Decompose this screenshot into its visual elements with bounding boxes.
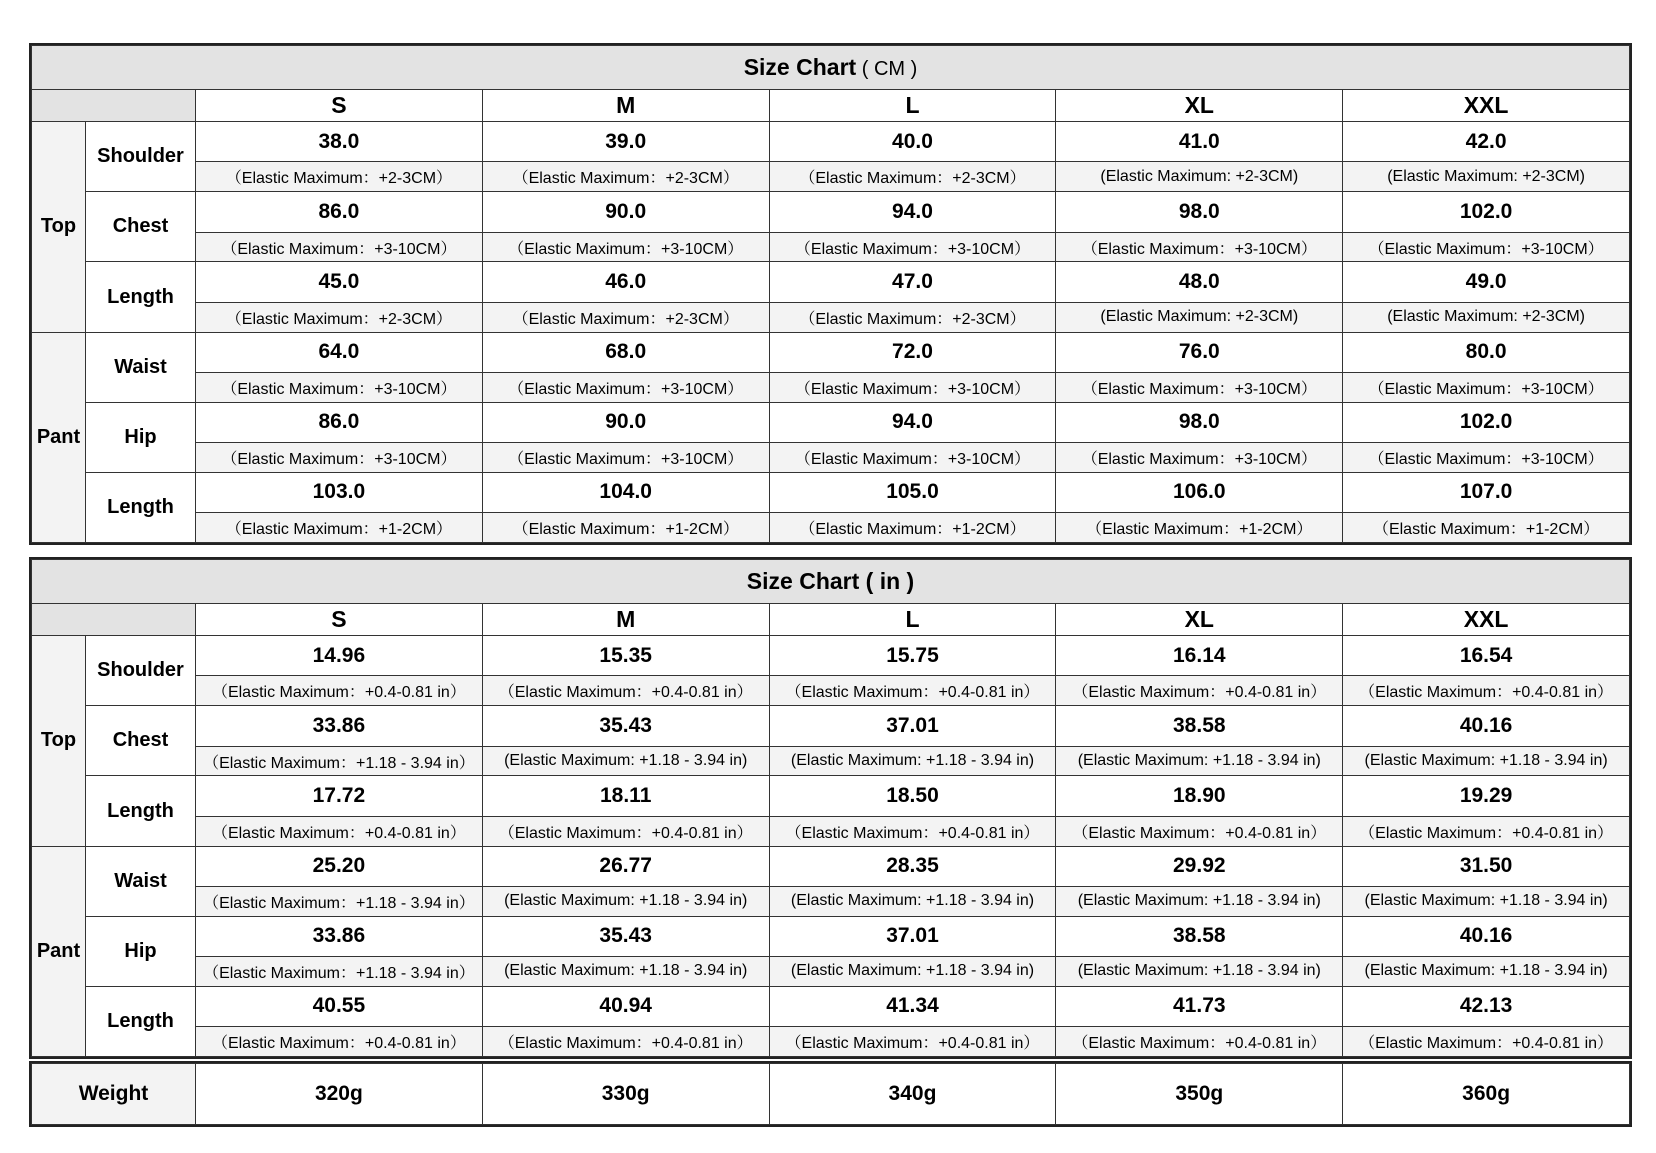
elastic-note: （Elastic Maximum：+0.4-0.81 in） [482,816,769,846]
title-row [32,560,1630,604]
elastic-note: （Elastic Maximum：+1-2CM） [196,512,483,542]
elastic-note: （Elastic Maximum：+0.4-0.81 in） [769,1026,1056,1056]
measurement-value: 80.0 [1343,332,1630,372]
measurement-value: 41.0 [1056,122,1343,162]
weight-table [31,1063,1630,1125]
measurement-value: 41.34 [769,986,1056,1026]
elastic-note: （Elastic Maximum：+3-10CM） [769,372,1056,402]
measurement-value: 19.29 [1343,776,1630,816]
elastic-note: （Elastic Maximum：+3-10CM） [1056,372,1343,402]
measurement-value: 42.13 [1343,986,1630,1026]
elastic-note: （Elastic Maximum：+0.4-0.81 in） [1056,1026,1343,1056]
size-header-row [32,604,1630,636]
weight-value: 330g [482,1064,769,1125]
weight-value: 360g [1343,1064,1630,1125]
elastic-note: （Elastic Maximum：+3-10CM） [482,232,769,262]
chart-title [32,560,1630,604]
elastic-note: （Elastic Maximum：+3-10CM） [196,442,483,472]
elastic-note-row [32,512,1630,542]
elastic-note: （Elastic Maximum：+3-10CM） [1343,372,1630,402]
elastic-note: （Elastic Maximum：+0.4-0.81 in） [769,676,1056,706]
measurement-label: Waist [86,332,196,402]
elastic-note: （Elastic Maximum：+0.4-0.81 in） [1343,676,1630,706]
elastic-note: （Elastic Maximum：+0.4-0.81 in） [196,1026,483,1056]
group-label: Top [32,636,86,846]
size-header: M [482,604,769,636]
measurement-value: 102.0 [1343,192,1630,232]
measurement-label: Length [86,472,196,542]
size-table-in [31,559,1630,1057]
elastic-note: （Elastic Maximum：+2-3CM） [196,162,483,192]
elastic-note: (Elastic Maximum: +1.18 - 3.94 in) [769,956,1056,986]
size-header-row [32,90,1630,122]
size-chart-cm [29,43,1632,545]
elastic-note: (Elastic Maximum: +1.18 - 3.94 in) [1056,956,1343,986]
measurement-value-row [32,986,1630,1026]
elastic-note: (Elastic Maximum: +1.18 - 3.94 in) [1056,746,1343,776]
measurement-label: Length [86,776,196,846]
elastic-note: (Elastic Maximum: +1.18 - 3.94 in) [482,746,769,776]
measurement-value: 33.86 [196,916,483,956]
measurement-value: 31.50 [1343,846,1630,886]
elastic-note: (Elastic Maximum: +2-3CM) [1056,302,1343,332]
measurement-value: 106.0 [1056,472,1343,512]
measurement-value: 18.50 [769,776,1056,816]
elastic-note: （Elastic Maximum：+1-2CM） [482,512,769,542]
measurement-value: 45.0 [196,262,483,302]
elastic-note-row [32,746,1630,776]
measurement-value-row [32,262,1630,302]
chart-title-main: Size Chart ( in ) [746,568,915,595]
elastic-note-row [32,372,1630,402]
measurement-value: 76.0 [1056,332,1343,372]
measurement-value: 42.0 [1343,122,1630,162]
measurement-value: 48.0 [1056,262,1343,302]
corner-cell [32,90,196,122]
measurement-value: 18.90 [1056,776,1343,816]
group-label: Pant [32,846,86,1056]
elastic-note: （Elastic Maximum：+2-3CM） [769,302,1056,332]
size-chart-in [29,557,1632,1059]
elastic-note: （Elastic Maximum：+3-10CM） [196,232,483,262]
measurement-label: Length [86,986,196,1056]
elastic-note-row [32,1026,1630,1056]
measurement-value-row [32,636,1630,676]
measurement-value: 49.0 [1343,262,1630,302]
measurement-value: 107.0 [1343,472,1630,512]
chart-title-main: Size Chart [743,54,857,81]
measurement-label: Chest [86,192,196,262]
measurement-value: 14.96 [196,636,483,676]
measurement-value: 90.0 [482,192,769,232]
elastic-note: （Elastic Maximum：+2-3CM） [482,162,769,192]
measurement-value-row [32,706,1630,746]
measurement-value: 94.0 [769,402,1056,442]
elastic-note: (Elastic Maximum: +1.18 - 3.94 in) [769,746,1056,776]
measurement-value: 15.35 [482,636,769,676]
elastic-note: （Elastic Maximum：+1.18 - 3.94 in） [196,956,483,986]
elastic-note: (Elastic Maximum: +2-3CM) [1056,162,1343,192]
elastic-note: （Elastic Maximum：+0.4-0.81 in） [196,816,483,846]
weight-value: 340g [769,1064,1056,1125]
weight-value: 320g [196,1064,483,1125]
elastic-note: (Elastic Maximum: +2-3CM) [1343,302,1630,332]
measurement-value: 25.20 [196,846,483,886]
elastic-note: （Elastic Maximum：+3-10CM） [482,372,769,402]
elastic-note: （Elastic Maximum：+3-10CM） [1343,232,1630,262]
measurement-value: 38.58 [1056,916,1343,956]
weight-row [32,1064,1630,1125]
elastic-note: （Elastic Maximum：+1-2CM） [1056,512,1343,542]
measurement-value: 40.0 [769,122,1056,162]
measurement-value: 38.0 [196,122,483,162]
elastic-note: （Elastic Maximum：+0.4-0.81 in） [196,676,483,706]
measurement-value: 35.43 [482,916,769,956]
measurement-label: Shoulder [86,122,196,192]
measurement-value: 26.77 [482,846,769,886]
elastic-note: (Elastic Maximum: +1.18 - 3.94 in) [1343,746,1630,776]
elastic-note: (Elastic Maximum: +1.18 - 3.94 in) [482,956,769,986]
weight-table-box [29,1061,1632,1127]
chart-title-unit: ( CM ) [856,58,918,81]
elastic-note-row [32,162,1630,192]
size-header: XL [1056,90,1343,122]
measurement-value: 86.0 [196,192,483,232]
measurement-value: 29.92 [1056,846,1343,886]
elastic-note: （Elastic Maximum：+3-10CM） [482,442,769,472]
size-header: L [769,90,1056,122]
elastic-note: （Elastic Maximum：+0.4-0.81 in） [1056,816,1343,846]
measurement-value-row [32,916,1630,956]
measurement-value-row [32,332,1630,372]
measurement-value: 37.01 [769,916,1056,956]
measurement-value: 37.01 [769,706,1056,746]
measurement-value: 16.54 [1343,636,1630,676]
size-header: L [769,604,1056,636]
elastic-note: （Elastic Maximum：+0.4-0.81 in） [1343,816,1630,846]
measurement-value: 18.11 [482,776,769,816]
measurement-value: 46.0 [482,262,769,302]
measurement-value: 94.0 [769,192,1056,232]
elastic-note: （Elastic Maximum：+3-10CM） [196,372,483,402]
measurement-value: 68.0 [482,332,769,372]
elastic-note: （Elastic Maximum：+1-2CM） [769,512,1056,542]
measurement-value-row [32,846,1630,886]
measurement-value-row [32,402,1630,442]
measurement-value: 41.73 [1056,986,1343,1026]
measurement-value: 33.86 [196,706,483,746]
measurement-value: 105.0 [769,472,1056,512]
elastic-note: (Elastic Maximum: +2-3CM) [1343,162,1630,192]
elastic-note: （Elastic Maximum：+0.4-0.81 in） [482,1026,769,1056]
elastic-note: (Elastic Maximum: +1.18 - 3.94 in) [1343,956,1630,986]
elastic-note: （Elastic Maximum：+2-3CM） [196,302,483,332]
measurement-value: 104.0 [482,472,769,512]
elastic-note: （Elastic Maximum：+2-3CM） [482,302,769,332]
measurement-value: 16.14 [1056,636,1343,676]
measurement-value: 40.16 [1343,916,1630,956]
group-label: Pant [32,332,86,542]
measurement-value: 47.0 [769,262,1056,302]
elastic-note-row [32,442,1630,472]
elastic-note: （Elastic Maximum：+3-10CM） [1343,442,1630,472]
elastic-note: （Elastic Maximum：+3-10CM） [1056,442,1343,472]
measurement-value: 40.55 [196,986,483,1026]
elastic-note-row [32,816,1630,846]
measurement-value: 40.94 [482,986,769,1026]
elastic-note: （Elastic Maximum：+1-2CM） [1343,512,1630,542]
size-header: XXL [1343,604,1630,636]
elastic-note: （Elastic Maximum：+3-10CM） [1056,232,1343,262]
measurement-value: 17.72 [196,776,483,816]
elastic-note: （Elastic Maximum：+1.18 - 3.94 in） [196,886,483,916]
chart-title [32,46,1630,90]
elastic-note: （Elastic Maximum：+0.4-0.81 in） [1056,676,1343,706]
title-row [32,46,1630,90]
corner-cell [32,604,196,636]
elastic-note-row [32,232,1630,262]
size-header: XXL [1343,90,1630,122]
elastic-note: （Elastic Maximum：+2-3CM） [769,162,1056,192]
measurement-value: 39.0 [482,122,769,162]
size-header: S [196,604,483,636]
elastic-note: （Elastic Maximum：+1.18 - 3.94 in） [196,746,483,776]
measurement-value: 38.58 [1056,706,1343,746]
measurement-value: 64.0 [196,332,483,372]
elastic-note: （Elastic Maximum：+0.4-0.81 in） [769,816,1056,846]
measurement-value: 98.0 [1056,192,1343,232]
measurement-value: 86.0 [196,402,483,442]
measurement-label: Hip [86,402,196,472]
elastic-note-row [32,956,1630,986]
elastic-note: (Elastic Maximum: +1.18 - 3.94 in) [1056,886,1343,916]
measurement-value: 28.35 [769,846,1056,886]
size-table-cm [31,45,1630,543]
elastic-note: (Elastic Maximum: +1.18 - 3.94 in) [482,886,769,916]
measurement-value: 40.16 [1343,706,1630,746]
measurement-value-row [32,122,1630,162]
measurement-value-row [32,192,1630,232]
elastic-note-row [32,302,1630,332]
measurement-value-row [32,472,1630,512]
measurement-label: Shoulder [86,636,196,706]
group-label: Top [32,122,86,332]
measurement-value: 15.75 [769,636,1056,676]
measurement-value-row [32,776,1630,816]
measurement-label: Length [86,262,196,332]
measurement-value: 103.0 [196,472,483,512]
measurement-label: Chest [86,706,196,776]
measurement-value: 98.0 [1056,402,1343,442]
measurement-value: 90.0 [482,402,769,442]
weight-label: Weight [32,1064,196,1125]
size-header: XL [1056,604,1343,636]
elastic-note-row [32,676,1630,706]
measurement-value: 102.0 [1343,402,1630,442]
size-header: M [482,90,769,122]
elastic-note: （Elastic Maximum：+0.4-0.81 in） [1343,1026,1630,1056]
weight-value: 350g [1056,1064,1343,1125]
elastic-note-row [32,886,1630,916]
measurement-label: Waist [86,846,196,916]
elastic-note: （Elastic Maximum：+3-10CM） [769,232,1056,262]
measurement-value: 35.43 [482,706,769,746]
measurement-value: 72.0 [769,332,1056,372]
elastic-note: （Elastic Maximum：+3-10CM） [769,442,1056,472]
elastic-note: (Elastic Maximum: +1.18 - 3.94 in) [769,886,1056,916]
size-header: S [196,90,483,122]
measurement-label: Hip [86,916,196,986]
elastic-note: (Elastic Maximum: +1.18 - 3.94 in) [1343,886,1630,916]
elastic-note: （Elastic Maximum：+0.4-0.81 in） [482,676,769,706]
